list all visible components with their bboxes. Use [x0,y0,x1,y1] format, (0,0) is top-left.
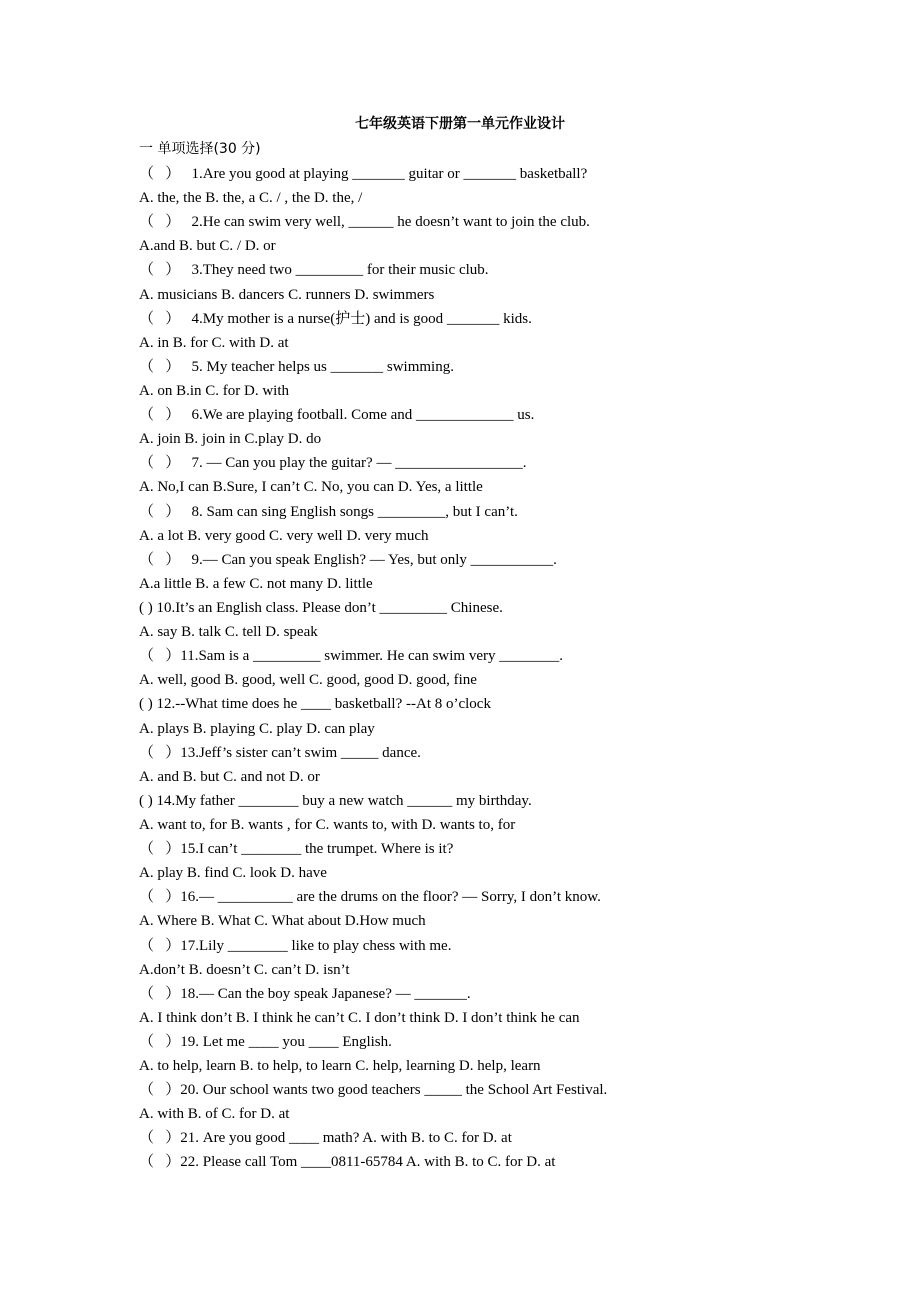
question-line: ( ) 10.It’s an English class. Please don’t _________ Chinese. [139,599,503,616]
question-line: （ ） 6.We are playing football. Come and _____________ us. [139,407,535,424]
answer-options-line: A. plays B. playing C. play D. can play [139,720,375,737]
question-list [139,162,859,1175]
answer-options-line: A. the, the B. the, a C. / , the D. the, / [139,190,363,207]
question-line: （ ） 3.They need two _________ for their music club. [139,262,489,279]
question-line: （ ）19. Let me ____ you ____ English. [139,1033,392,1050]
answer-options-line: A. Where B. What C. What about D.How much [139,913,426,930]
answer-options-line: A. want to, for B. wants , for C. wants to, with D. wants to, for [139,816,516,833]
question-line: （ ）16.— __________ are the drums on the floor? — Sorry, I don’t know. [139,889,601,906]
question-line: ( ) 14.My father ________ buy a new watch ______ my birthday. [139,792,532,809]
answer-options-line: A. join B. join in C.play D. do [139,431,322,448]
question-line: （ ）18.— Can the boy speak Japanese? — _______. [139,985,471,1002]
question-line: （ ） 4.My mother is a nurse(护士) and is good _______ kids. [139,310,532,327]
answer-options-line: A. to help, learn B. to help, to learn C. help, learning D. help, learn [139,1058,541,1075]
question-line: （ ）11.Sam is a _________ swimmer. He can swim very ________. [139,648,563,665]
answer-options-line: A. musicians B. dancers C. runners D. swimmers [139,286,435,303]
answer-options-line: A. I think don’t B. I think he can’t C. I don’t think D. I don’t think he can [139,1009,580,1026]
answer-options-line: A. No,I can B.Sure, I can’t C. No, you can D. Yes, a little [139,479,483,496]
question-line: （ ） 1.Are you good at playing _______ guitar or _______ basketball? [139,166,588,182]
answer-options-line: A. and B. but C. and not D. or [139,768,320,785]
question-line: （ ） 7. — Can you play the guitar? — _________________. [139,455,527,472]
question-line: （ ）21. Are you good ____ math? A. with B. to C. for D. at [139,1130,512,1147]
question-line: ( ) 12.--What time does he ____ basketball? --At 8 o’clock [139,696,491,713]
answer-options-line: A. say B. talk C. tell D. speak [139,624,318,641]
answer-options-line: A.a little B. a few C. not many D. little [139,575,373,592]
question-line: （ ）20. Our school wants two good teachers _____ the School Art Festival. [139,1082,608,1099]
question-line: （ ）22. Please call Tom ____0811-65784 A. with B. to C. for D. at [139,1154,556,1171]
question-line: （ ）13.Jeff’s sister can’t swim _____ dance. [139,744,421,761]
answer-options-line: A. well, good B. good, well C. good, good D. good, fine [139,672,477,689]
question-line: （ ） 9.— Can you speak English? — Yes, but only ___________. [139,551,557,568]
question-line: （ ）17.Lily ________ like to play chess with me. [139,937,452,954]
answer-options-line: A. with B. of C. for D. at [139,1106,290,1123]
answer-options-line: A. play B. find C. look D. have [139,865,327,882]
question-line: （ ） 2.He can swim very well, ______ he doesn’t want to join the club. [139,214,590,231]
answer-options-line: A.don’t B. doesn’t C. can’t D. isn’t [139,961,350,978]
question-line: （ ） 5. My teacher helps us _______ swimming. [139,358,454,375]
question-line: （ ）15.I can’t ________ the trumpet. Where is it? [139,841,454,858]
answer-options-line: A. on B.in C. for D. with [139,382,289,399]
section-heading: 一 单项选择(30 分) [139,141,261,157]
answer-options-line: A.and B. but C. / D. or [139,238,276,255]
question-line: （ ） 8. Sam can sing English songs _________, but I can’t. [139,503,518,520]
answer-options-line: A. a lot B. very good C. very well D. very much [139,527,429,544]
answer-options-line: A. in B. for C. with D. at [139,334,289,351]
page-title: 七年级英语下册第一单元作业设计 [355,116,565,132]
